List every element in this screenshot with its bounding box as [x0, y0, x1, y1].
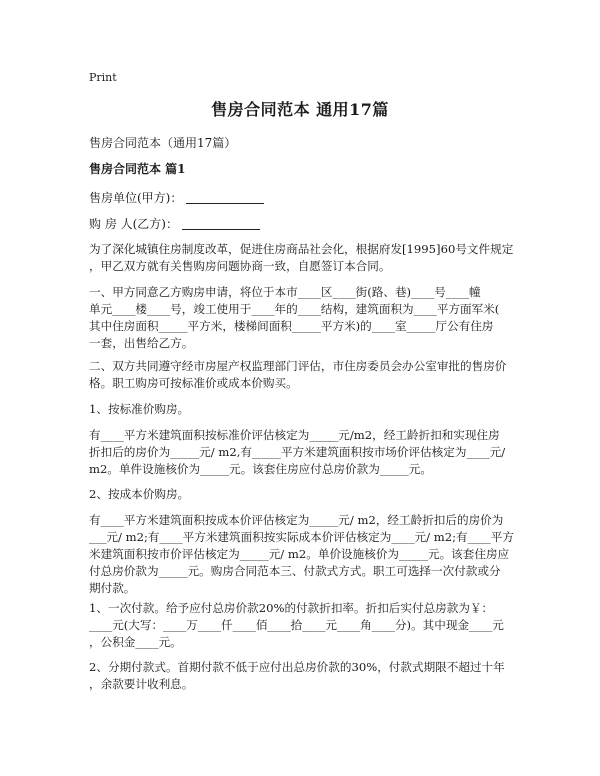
paragraph-line: m2。单件设施核价为_____元。该套住房应付总房价款为_____元。: [89, 462, 432, 476]
print-label[interactable]: Print: [89, 71, 117, 84]
paragraph-line: 1、按标准价购房。: [89, 402, 190, 416]
paragraph-line: 格。职工购房可按标准价或成本价购买。: [89, 376, 298, 390]
paragraph-line: ，公积金____元。: [89, 635, 182, 649]
paragraph-line: 其中住房面积_____平方米，楼梯间面积_____平方米)的____室_____厅公有住房: [89, 319, 494, 333]
buyer-blank: [182, 217, 260, 230]
paragraph-line: 期付款。: [89, 581, 136, 595]
paragraph-line: 米建筑面积按市价评估核定为_____元/ m2。单价设施核价为_____元。该套住房应: [89, 547, 510, 561]
paragraph-line: 二、双方共同遵守经市房屋产权监理部门评估，市住房委员会办公室审批的售房价: [89, 359, 507, 373]
paragraph-line: 为了深化城镇住房制度改革，促进住房商品社会化，根据府发[1995]60号文件规定: [89, 242, 514, 256]
paragraph-line: 一、甲方同意乙方购房申请，将位于本市____区____街(路、巷)____号____幢: [89, 285, 481, 299]
paragraph-line: 1、一次付款。给予应付总房价款20%的付款折扣率。折扣后实付总房款为￥：: [89, 601, 494, 615]
paragraph-line: 折扣后的房价为_____元/ m2,有_____平方米建筑面积按市场价评估核定为____元/: [89, 445, 506, 459]
paragraph-cost-price: [89, 512, 515, 597]
paragraph-line: 2、按成本价购房。: [89, 487, 190, 501]
paragraph-standard-price-heading: [89, 401, 515, 418]
paragraph-line: 有____平方米建筑面积按标准价评估核定为_____元/m2，经工龄折扣和实现住房: [89, 428, 500, 442]
paragraph-intro: [89, 241, 515, 275]
document-title: 售房合同范本 通用17篇: [211, 100, 389, 119]
section-heading: 售房合同范本 篇1: [89, 162, 186, 176]
paragraph-line: ，甲乙双方就有关售购房问题协商一致，自愿签订本合同。: [89, 259, 391, 273]
buyer-label: 购 房 人(乙方)：: [89, 217, 178, 231]
paragraph-clause-1: [89, 284, 515, 352]
document-subtitle: 售房合同范本（通用17篇）: [89, 136, 237, 150]
paragraph-installment-payment: [89, 659, 515, 693]
seller-field: [89, 189, 264, 206]
paragraph-clause-2: [89, 358, 515, 392]
paragraph-cost-price-heading: [89, 486, 515, 503]
paragraph-line: ____元(大写：____万____仟____佰____拾____元____角____分)。其中现金____元: [89, 618, 504, 632]
paragraph-line: ，余款要计收利息。: [89, 677, 194, 691]
paragraph-line: 付总房价款为_____元。购房合同范本三、付款式方式。职工可选择一次付款或分: [89, 564, 501, 578]
paragraph-line: ___元/ m2;有____平方米建筑面积按实际成本价评估核定为____元/ m2;有____平方: [89, 530, 514, 544]
paragraph-standard-price: [89, 427, 515, 478]
paragraph-line: 单元____楼____号，竣工使用于____年的____结构，建筑面积为____平方面军米(: [89, 302, 500, 316]
paragraph-line: 一套，出售给乙方。: [89, 336, 194, 350]
paragraph-line: 有____平方米建筑面积按成本价评估核定为_____元/ m2，经工龄折扣后的房价为: [89, 513, 504, 527]
seller-label: 售房单位(甲方)：: [89, 191, 183, 205]
buyer-field: [89, 215, 260, 232]
paragraph-line: 2、分期付款式。首期付款不低于应付出总房价款的30%，付款式期限不超过十年: [89, 660, 505, 674]
seller-blank: [186, 191, 264, 204]
paragraph-lump-sum-payment: [89, 600, 515, 651]
